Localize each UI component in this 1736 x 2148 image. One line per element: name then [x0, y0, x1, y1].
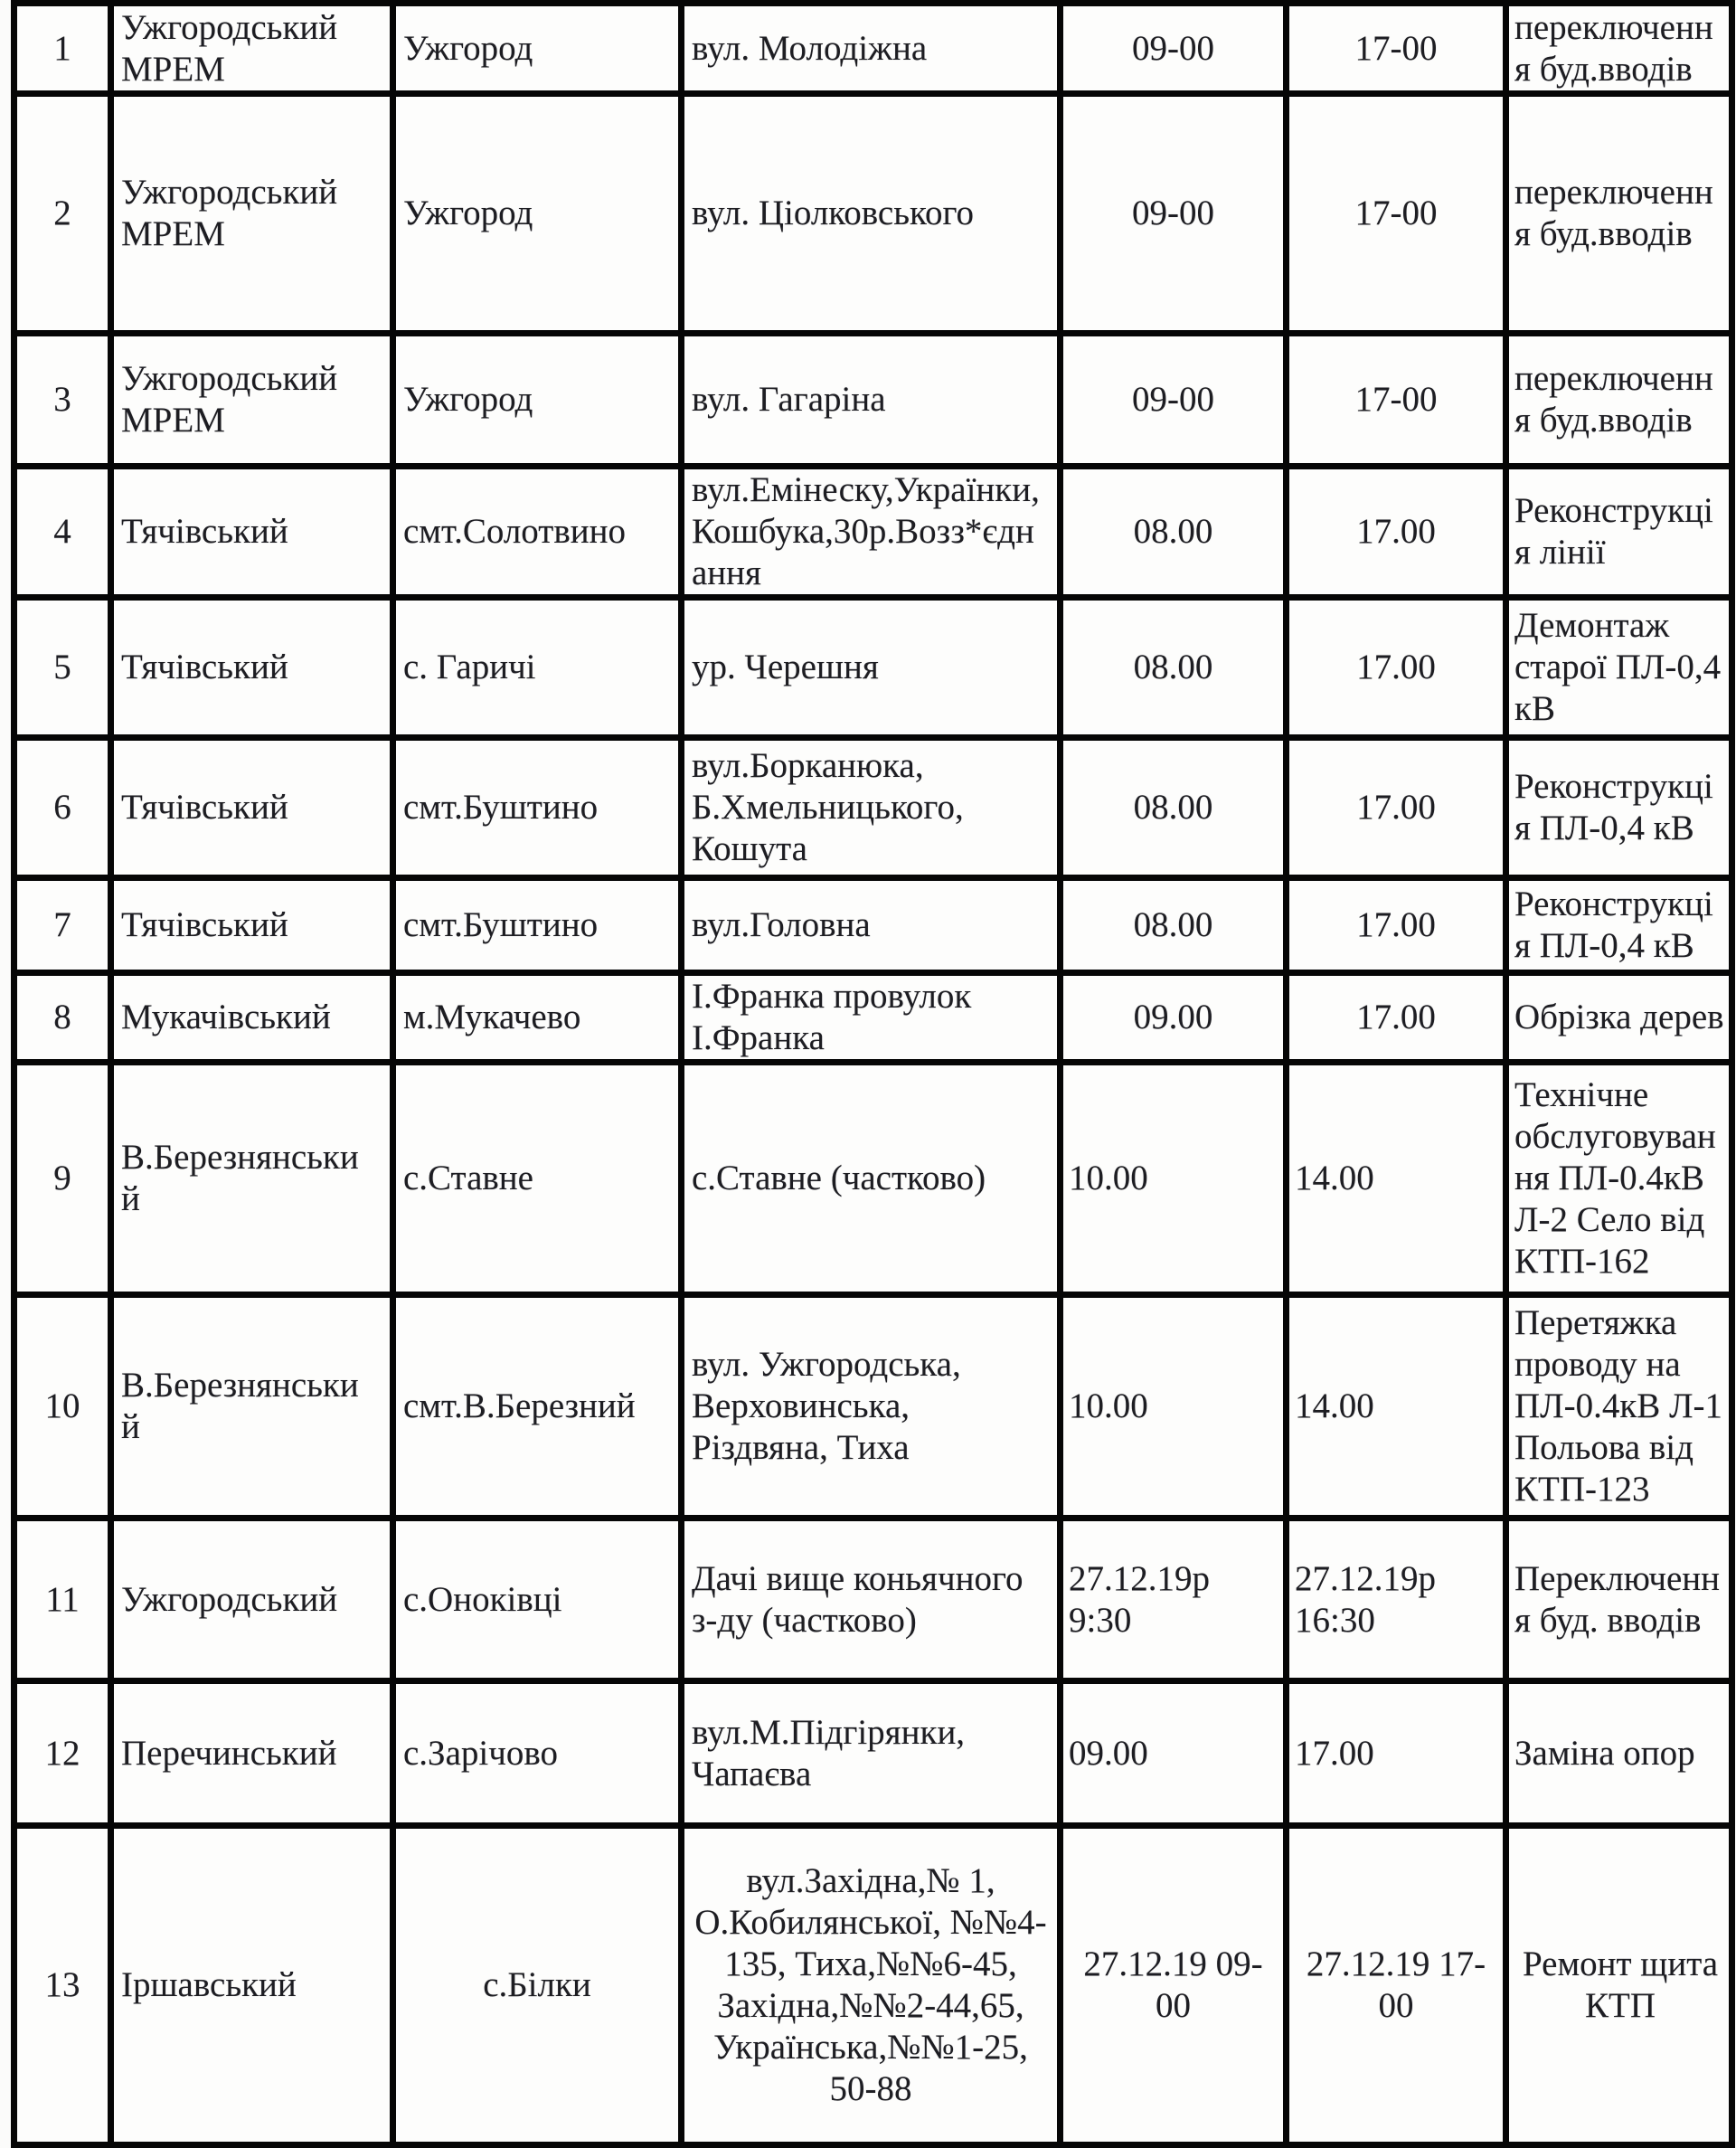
table-row	[14, 738, 1732, 878]
district-cell: Мукачівський	[111, 973, 393, 1063]
work-cell: Реконструкція ПЛ-0,4 кВ	[1506, 738, 1732, 878]
end-time-cell: 17.00	[1287, 1681, 1506, 1826]
row-number-cell: 1	[14, 4, 111, 94]
settlement-cell: Ужгород	[393, 334, 682, 467]
streets-cell: вул.Західна,№ 1, О.Кобилянської, №№4-135, Тиха,№№6-45, Західна,№№2-44,65, Українська,№№1-25, 50-88	[682, 1826, 1061, 2145]
start-time-cell: 09-00	[1061, 94, 1287, 334]
start-time-cell: 27.12.19р 9:30	[1061, 1519, 1287, 1681]
settlement-cell: с.Білки	[393, 1826, 682, 2145]
streets-cell: вул.М.Підгірянки, Чапаєва	[682, 1681, 1061, 1826]
streets-cell: ур. Черешня	[682, 598, 1061, 738]
row-number-cell: 13	[14, 1826, 111, 2145]
start-time-cell: 09.00	[1061, 973, 1287, 1063]
row-number-cell: 4	[14, 467, 111, 598]
start-time-cell: 08.00	[1061, 738, 1287, 878]
table-row	[14, 1519, 1732, 1681]
start-time-cell: 10.00	[1061, 1295, 1287, 1519]
settlement-cell: с. Гаричі	[393, 598, 682, 738]
work-cell: Демонтаж старої ПЛ-0,4 кВ	[1506, 598, 1732, 738]
streets-cell: І.Франка провулок І.Франка	[682, 973, 1061, 1063]
row-number-cell: 7	[14, 878, 111, 973]
settlement-cell: Ужгород	[393, 4, 682, 94]
work-cell: Реконструкція ПЛ-0,4 кВ	[1506, 878, 1732, 973]
table-row	[14, 1063, 1732, 1295]
work-cell: Обрізка дерев	[1506, 973, 1732, 1063]
row-number-cell: 2	[14, 94, 111, 334]
streets-cell: вул.Головна	[682, 878, 1061, 973]
table-row	[14, 94, 1732, 334]
district-cell: Ужгородський МРЕМ	[111, 4, 393, 94]
outage-schedule-table	[11, 0, 1735, 2148]
row-number-cell: 11	[14, 1519, 111, 1681]
end-time-cell: 27.12.19 17-00	[1287, 1826, 1506, 2145]
streets-cell: вул.Борканюка, Б.Хмельницького, Кошута	[682, 738, 1061, 878]
end-time-cell: 17.00	[1287, 878, 1506, 973]
work-cell: переключення буд.вводів	[1506, 4, 1732, 94]
settlement-cell: с.Зарічово	[393, 1681, 682, 1826]
work-cell: Технічне обслуговування ПЛ-0.4кВ Л-2 Село від КТП-162	[1506, 1063, 1732, 1295]
work-cell: переключення буд.вводів	[1506, 334, 1732, 467]
row-number-cell: 5	[14, 598, 111, 738]
settlement-cell: м.Мукачево	[393, 973, 682, 1063]
row-number-cell: 8	[14, 973, 111, 1063]
row-number-cell: 9	[14, 1063, 111, 1295]
work-cell: переключення буд.вводів	[1506, 94, 1732, 334]
district-cell: В.Березнянський	[111, 1063, 393, 1295]
district-cell: Тячівський	[111, 738, 393, 878]
district-cell: Ужгородський МРЕМ	[111, 94, 393, 334]
start-time-cell: 08.00	[1061, 467, 1287, 598]
work-cell: Заміна опор	[1506, 1681, 1732, 1826]
streets-cell: вул.Емінеску,Українки,Кошбука,30р.Возз*єднання	[682, 467, 1061, 598]
district-cell: Тячівський	[111, 467, 393, 598]
table-row	[14, 973, 1732, 1063]
table-row	[14, 4, 1732, 94]
end-time-cell: 17.00	[1287, 738, 1506, 878]
end-time-cell: 17-00	[1287, 334, 1506, 467]
row-number-cell: 6	[14, 738, 111, 878]
settlement-cell: смт.Буштино	[393, 738, 682, 878]
end-time-cell: 17.00	[1287, 598, 1506, 738]
district-cell: Тячівський	[111, 878, 393, 973]
end-time-cell: 14.00	[1287, 1295, 1506, 1519]
settlement-cell: Ужгород	[393, 94, 682, 334]
streets-cell: вул. Гагаріна	[682, 334, 1061, 467]
settlement-cell: смт.Солотвино	[393, 467, 682, 598]
end-time-cell: 17.00	[1287, 973, 1506, 1063]
work-cell: Перетяжка проводу на ПЛ-0.4кВ Л-1 Польова від КТП-123	[1506, 1295, 1732, 1519]
row-number-cell: 12	[14, 1681, 111, 1826]
end-time-cell: 14.00	[1287, 1063, 1506, 1295]
table-row	[14, 467, 1732, 598]
table-row	[14, 334, 1732, 467]
end-time-cell: 17-00	[1287, 4, 1506, 94]
settlement-cell: с.Оноківці	[393, 1519, 682, 1681]
start-time-cell: 08.00	[1061, 878, 1287, 973]
row-number-cell: 3	[14, 334, 111, 467]
table-row	[14, 878, 1732, 973]
settlement-cell: смт.Буштино	[393, 878, 682, 973]
start-time-cell: 08.00	[1061, 598, 1287, 738]
end-time-cell: 17.00	[1287, 467, 1506, 598]
streets-cell: вул. Ужгородська, Верховинська, Різдвяна, Тиха	[682, 1295, 1061, 1519]
district-cell: Тячівський	[111, 598, 393, 738]
start-time-cell: 27.12.19 09-00	[1061, 1826, 1287, 2145]
table-row	[14, 1295, 1732, 1519]
table-row	[14, 598, 1732, 738]
end-time-cell: 27.12.19р 16:30	[1287, 1519, 1506, 1681]
streets-cell: Дачі вище коньячного з-ду (частково)	[682, 1519, 1061, 1681]
settlement-cell: с.Ставне	[393, 1063, 682, 1295]
table-row	[14, 1681, 1732, 1826]
start-time-cell: 10.00	[1061, 1063, 1287, 1295]
district-cell: Іршавський	[111, 1826, 393, 2145]
work-cell: Реконструкція лінії	[1506, 467, 1732, 598]
streets-cell: с.Ставне (частково)	[682, 1063, 1061, 1295]
streets-cell: вул. Ціолковського	[682, 94, 1061, 334]
district-cell: Ужгородський	[111, 1519, 393, 1681]
row-number-cell: 10	[14, 1295, 111, 1519]
settlement-cell: смт.В.Березний	[393, 1295, 682, 1519]
start-time-cell: 09.00	[1061, 1681, 1287, 1826]
work-cell: Ремонт щита КТП	[1506, 1826, 1732, 2145]
start-time-cell: 09-00	[1061, 4, 1287, 94]
district-cell: Перечинський	[111, 1681, 393, 1826]
district-cell: Ужгородський МРЕМ	[111, 334, 393, 467]
district-cell: В.Березнянський	[111, 1295, 393, 1519]
streets-cell: вул. Молодіжна	[682, 4, 1061, 94]
work-cell: Переключення буд. вводів	[1506, 1519, 1732, 1681]
table-row	[14, 1826, 1732, 2145]
end-time-cell: 17-00	[1287, 94, 1506, 334]
start-time-cell: 09-00	[1061, 334, 1287, 467]
